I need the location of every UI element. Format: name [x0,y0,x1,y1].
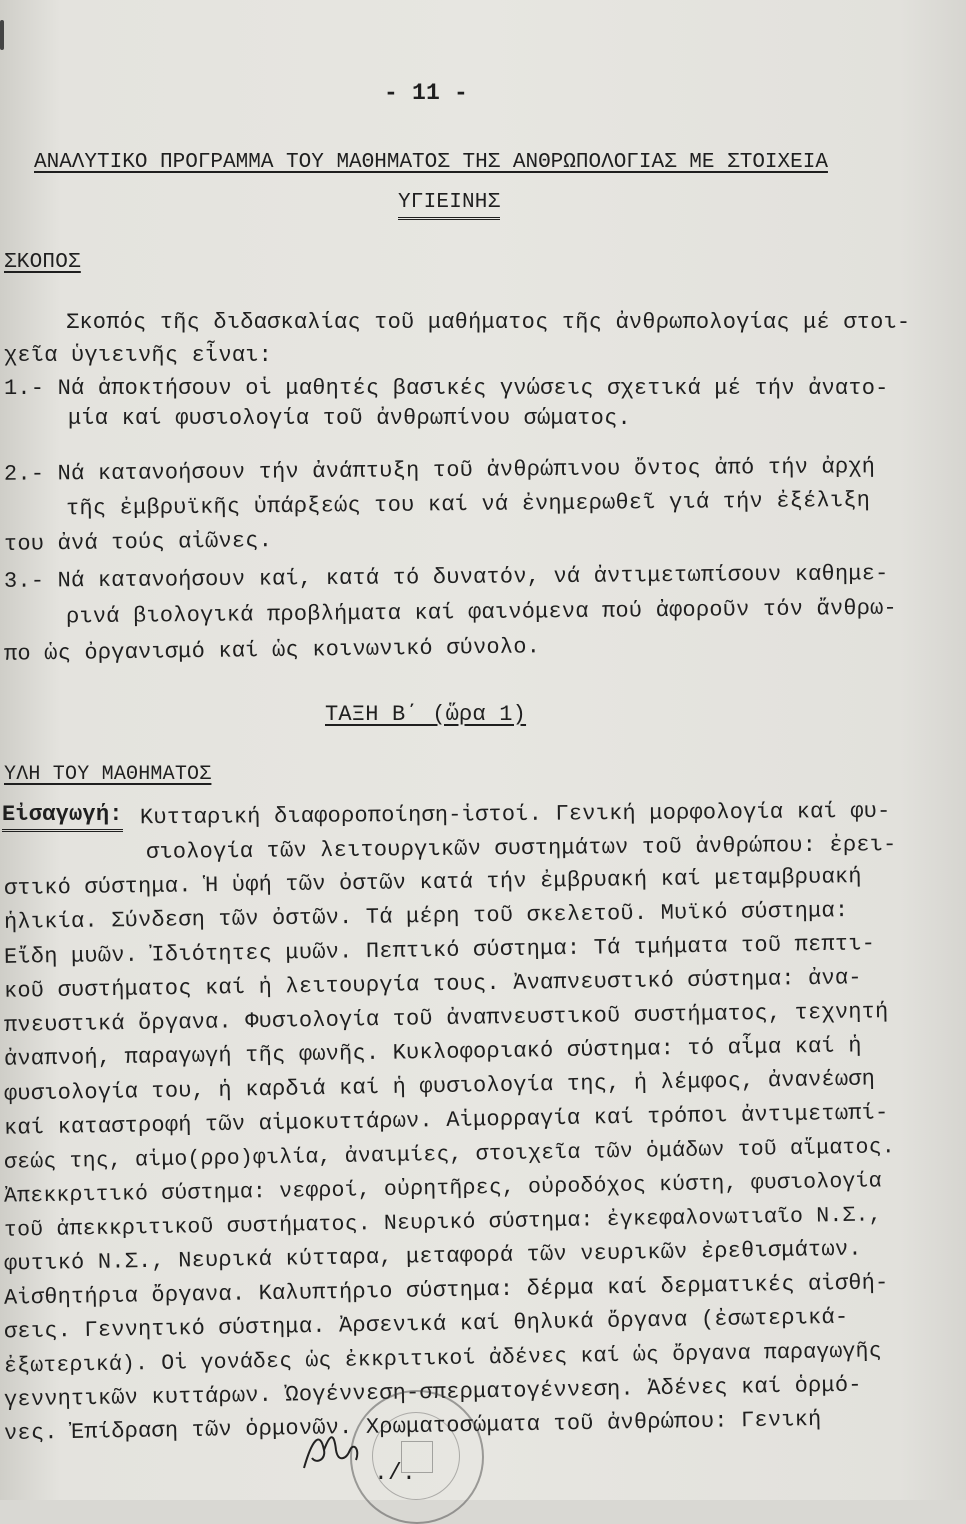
signature-mark [298,1420,368,1480]
skopos-line: του ἀνά τούς αἰῶνες. [3,528,273,557]
continuation-mark: ./. [374,1460,417,1486]
official-stamp [350,1390,484,1524]
body-line: στικό σύστημα. Ἡ ὑφή τῶν ὀστῶν κατά τήν ἐμβρυακή καί μεταμβρυακή [3,864,862,901]
stamp-inner-ring [372,1412,460,1500]
body-line: ἐξωτερικά). Οἱ γονάδες ὡς ἐκκριτικοί ἀδένες καί ὡς ὄργανα παραγωγῆς [3,1339,882,1379]
intro-label: Εἰσαγωγή: [2,802,123,832]
skopos-line: ρινά βιολογικά προβλήματα καί φαινόμενα πού ἀφοροῦν τόν ἄνθρω- [65,595,898,630]
title-line-2: ΥΓΙΕΙΝΗΣ [398,190,500,220]
material-heading: ΥΛΗ ΤΟΥ ΜΑΘΗΜΑΤΟΣ [4,763,212,786]
skopos-line: 1.- Νά ἀποκτήσουν οἱ μαθητές βασικές γνώσεις σχετικά μέ τήν ἀνατο- [4,376,889,401]
skopos-line: μία καί φυσιολογία τοῦ ἀνθρωπίνου σώματος. [68,406,631,431]
body-line: σεώς της, αἱμο(ρρο)φιλία, ἀναιμίες, στοιχεῖα τῶν ὁμάδων τοῦ αἵματος. [3,1135,896,1175]
body-line: φυσιολογία του, ἡ καρδιά καί ἡ φυσιολογία της, ἡ λέμφος, ἀνανέωση [3,1066,876,1107]
body-line: τοῦ ἀπεκκριτικοῦ συστήματος. Νευρικό σύστημα: ἐγκεφαλονωτιαῖο Ν.Σ., [3,1203,882,1243]
body-line: Αἰσθητήρια ὄργανα. Καλυπτήριο σύστημα: δέρμα καί δερματικές αἰσθή- [3,1270,889,1311]
skopos-line: Σκοπός τῆς διδασκαλίας τοῦ μαθήματος τῆς ἀνθρωπολογίας μέ στοι- [66,310,911,335]
body-line: ἡλικία. Σύνδεση τῶν ὀστῶν. Τά μέρη τοῦ σκελετοῦ. Μυϊκό σύστημα: [3,898,849,935]
body-line: φυτικό Ν.Σ., Νευρικά κύτταρα, μεταφορά τῶν νευρικῶν ἐρεθισμάτων. [3,1236,862,1277]
body-line: καί καταστροφή τῶν αἱμοκυττάρων. Αἱμορραγία καί τρόποι ἀντιμετωπί- [3,1100,889,1141]
body-line: Κυτταρική διαφοροποίηση-ἱστοί. Γενική μορφολογία καί φυ- [139,798,891,831]
page-number: - 11 - [384,80,469,106]
skopos-line: τῆς ἐμβρυϊκῆς ὑπάρξεώς του καί νά ἐνημερωθεῖ γιά τήν ἐξέλιξη [65,487,871,522]
skopos-line: 2.- Νά κατανοήσουν τήν ἀνάπτυξη τοῦ ἀνθρώπινου ὄντος ἀπό τήν ἀρχή [3,454,876,487]
body-line: Εἴδη μυῶν. Ἰδιότητες μυῶν. Πεπτικό σύστημα: Τά τμήματα τοῦ πεπτι- [3,931,876,970]
body-line: νες. Ἐπίδραση τῶν ὁρμονῶν. Χρωματοσώματα τοῦ ἀνθρώπου: Γενική [3,1406,822,1447]
body-line: σεις. Γεννητικό σύστημα. Ἀρσενικά καί θηλυκά ὄργανα (ἐσωτερικά- [3,1304,849,1345]
body-line: γεννητικῶν κυττάρων. Ὠογέννεση-σπερματογέννεση. Ἀδένες καί ὁρμό- [3,1372,862,1413]
skopos-line: 3.- Νά κατανοήσουν καί, κατά τό δυνατόν, νά ἀντιμετωπίσουν καθημε- [3,561,889,594]
body-line: σιολογία τῶν λειτουργικῶν συστημάτων τοῦ ἀνθρώπου: ἐρει- [145,832,897,865]
body-line: πνευστικά ὄργανα. Φυσιολογία τοῦ ἀναπνευστικοῦ συστήματος, τεχνητή [3,999,889,1038]
body-line: Ἀπεκκριτικό σύστημα: νεφροί, οὐρητῆρες, οὐροδόχος κύστη, φυσιολογία [3,1169,882,1209]
body-line: κοῦ συστήματος καί ἡ λειτουργία τους. Ἀναπνευστικό σύστημα: ἀνα- [3,965,862,1004]
class-heading: ΤΑΞΗ Β΄ (ὥρα 1) [325,702,527,727]
skopos-line: πο ὡς ὀργανισμό καί ὡς κοινωνικό σύνολο. [3,634,541,667]
skopos-line: χεῖα ὑγιεινῆς εἶναι: [4,343,273,368]
binding-mark [0,20,4,50]
title-line-1: ΑΝΑΛΥΤΙΚΟ ΠΡΟΓΡΑΜΜΑ ΤΟΥ ΜΑΘΗΜΑΤΟΣ ΤΗΣ ΑΝΘΡΩΠΟΛΟΓΙΑΣ ΜΕ ΣΤΟΙΧΕΙΑ [34,151,828,174]
skopos-heading: ΣΚΟΠΟΣ [4,251,81,274]
body-line: ἀναπνοή, παραγωγή τῆς φωνῆς. Κυκλοφοριακό σύστημα: τό αἷμα καί ἡ [3,1033,862,1072]
